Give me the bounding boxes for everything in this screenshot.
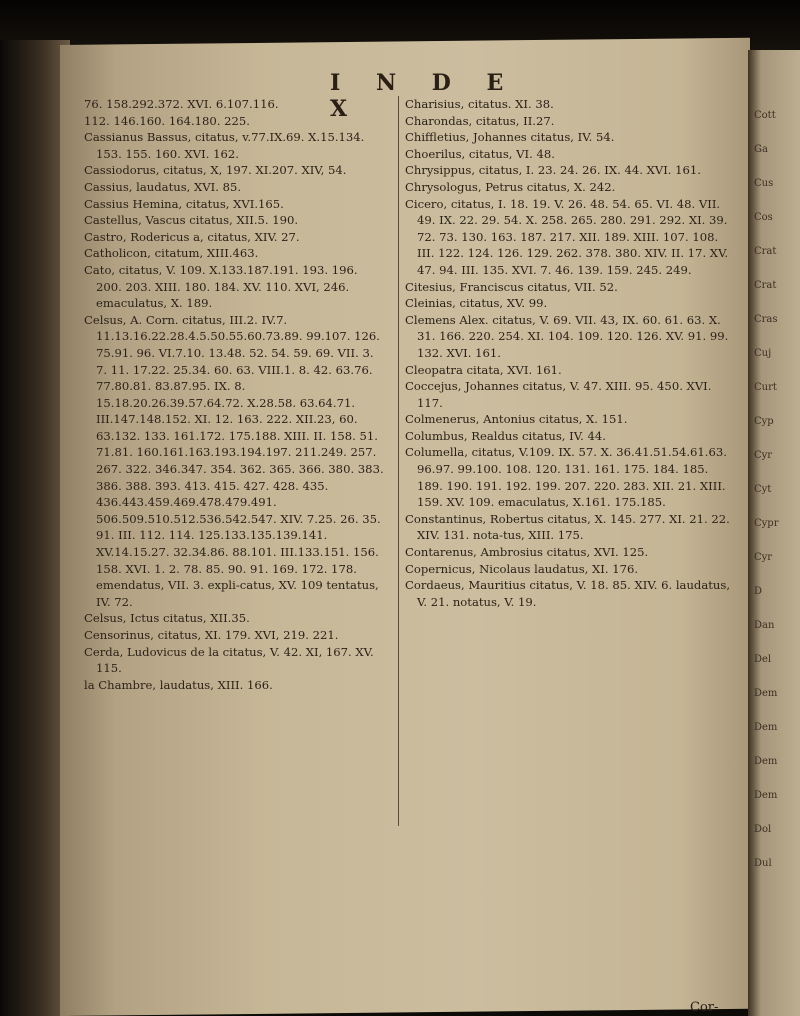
index-entry: Colmenerus, Antonius citatus, X. 151. [405,412,628,427]
index-entry: Catholicon, citatum, XIII.463. [84,246,259,261]
index-entry: Cato, citatus, V. 109. X.133.187.191. 193. 196. 200. 203. XIII. 180. 184. XV. 110. XVI, 246. emaculatus, X. 189. [84,262,358,311]
index-entry: Censorinus, citatus, XI. 179. XVI, 219. 221. [84,628,339,642]
index-column-left [84,96,384,693]
facing-page-fragment: Cyp [754,416,774,427]
facing-page-fragment: Dem [754,722,778,733]
facing-page-fragment: Crat [754,280,777,291]
facing-page-fragment: D [754,586,763,597]
index-entry: Clemens Alex. citatus, V. 69. VII. 43, IX. 60. 61. 63. X. 31. 166. 220. 254. XI. 104. 109. 120. 126. XV. 91. 99. 132. XVI. 161. [405,312,729,360]
facing-page-fragment: Cypr [754,518,779,529]
facing-page-fragment: Cyt [754,484,772,495]
facing-page-fragment: Dul [754,858,772,869]
index-entry: Cassius, laudatus, XVI. 85. [84,179,242,194]
index-entry: Columbus, Realdus citatus, IV. 44. [405,428,606,443]
facing-page-fragment: Cyr [754,552,773,563]
index-entry: 76. 158.292.372. XVI. 6.107.116. [84,97,279,111]
facing-page-fragment: Cyr [754,450,773,461]
index-entry: la Chambre, laudatus, XIII. 166. [84,677,273,692]
index-entry: Cassiodorus, citatus, X, 197. XI.207. XIV, 54. [84,163,347,178]
index-entry: Copernicus, Nicolaus laudatus, XI. 176. [405,561,639,576]
index-entry: Charisius, citatus. XI. 38. [405,97,554,111]
index-entry: Cerda, Ludovicus de la citatus, V. 42. XI, 167. XV. 115. [84,644,374,676]
facing-page-fragment: Cus [754,178,774,189]
facing-page-fragment: Cott [754,110,776,121]
index-entry: Cleopatra citata, XVI. 161. [405,362,562,377]
index-entry: Cassianus Bassus, citatus, v.77.IX.69. X.15.134. 153. 155. 160. XVI. 162. [84,130,365,161]
index-entry: Contarenus, Ambrosius citatus, XVI. 125. [405,545,649,560]
index-entry: Chrysologus, Petrus citatus, X. 242. [405,179,616,194]
index-entry: Chrysippus, citatus, I. 23. 24. 26. IX. 44. XVI. 161. [405,163,701,178]
index-entry: Cordaeus, Mauritius citatus, V. 18. 85. XIV. 6. laudatus, V. 21. notatus, V. 19. [405,578,731,609]
index-entry: Cicero, citatus, I. 18. 19. V. 26. 48. 54. 65. VI. 48. VII. 49. IX. 22. 29. 54. X. 258. 265. 280. 291. 292. XI. 39. 72. 73. 130. 163. 187. 217. XII. 189. XIII. 107. 108. III. 122. 124. 126. 129. 262. 378. 380. XIV. II. 17. XV. 47. 94. III. 135. XVI. 7. 46. 139. 159. 245. 249. [405,196,729,277]
facing-page-fragment: Dem [754,790,778,801]
index-entry: Cassius Hemina, citatus, XVI.165. [84,196,284,211]
facing-page-fragment: Dem [754,688,778,699]
index-entry: Cleinias, citatus, XV. 99. [405,296,548,311]
index-entry: Celsus, Ictus citatus, XII.35. [84,611,250,626]
facing-page-fragment: Ga [754,144,768,155]
facing-page-fragment: Cras [754,314,778,325]
facing-page-fragment: Dan [754,620,775,631]
index-entry: Constantinus, Robertus citatus, X. 145. 277. XI. 21. 22. XIV. 131. nota-tus, XIII. 175. [405,511,730,543]
index-column-right [405,96,735,610]
index-entry: Celsus, A. Corn. citatus, III.2. IV.7. 11.13.16.22.28.4.5.50.55.60.73.89. 99.107. 126. 75.91. 96. VI.7.10. 13.48. 52. 54. 59. 69. VII. 3. 7. 11. 17.22. 25.34. 60. 63. VIII.1. 8. 42. 63.76. 77.80.81. 83.87.95. IX. 8. 15.18.20.26.39.57.64.72. X.28.58. 63.64.71. III.147.148.152. XI. 12. 163. 222. XII.23, 60. 63.132. 133. 161.172. 175.188. XIII. II. 158. 51. 71.81. 160.161.163.193.194.197. 211.249. 257. 267. 322. 346.347. 354. 362. 365. 366. 380. 383. 386. 388. 393. 413. 415. 427. 428. 435. 436.443.459.469.478.479.491. 506.509.510.512.536.542.547. XIV. 7.25. 26. 35. 91. III. 112. 114. 125.133.135.139.141. XV.14.15.27. 32.34.86. 88.101. III.133.151. 156. 158. XVI. 1. 2. 78. 85. 90. 91. 169. 172. 178. emendatus, VII. 3. expli-catus, XV. 109 tentatus, IV. 72. [84,312,384,609]
index-entry: Castellus, Vascus citatus, XII.5. 190. [84,213,299,228]
index-entry: Citesius, Franciscus citatus, VII. 52. [405,279,618,294]
facing-page-fragment: Cos [754,212,773,223]
column-divider [398,96,399,826]
index-entry: Coccejus, Johannes citatus, V. 47. XIII. 95. 450. XVI. 117. [405,379,712,410]
facing-page-fragment: Dol [754,824,772,835]
index-entry: 112. 146.160. 164.180. 225. [84,113,250,128]
facing-page-fragment: Del [754,654,772,665]
index-entry: Chiffletius, Johannes citatus, IV. 54. [405,130,615,145]
index-entry: Castro, Rodericus a, citatus, XIV. 27. [84,229,300,244]
catchword: Cor- [690,1000,719,1015]
facing-page-fragment: Curt [754,382,777,393]
facing-page-fragment: Crat [754,246,777,257]
facing-page-fragment: Cuj [754,348,772,359]
index-entry: Choerilus, citatus, VI. 48. [405,146,555,161]
facing-page-fragment: Dem [754,756,778,767]
index-entry: Columella, citatus, V.109. IX. 57. X. 36.41.51.54.61.63. 96.97. 99.100. 108. 120. 131. 161. 175. 184. 185. 189. 190. 191. 192. 199. 207. 220. 283. XII. 21. XIII. 159. XV. 109. emaculatus, X.161. 175.185. [405,445,727,510]
index-entry: Charondas, citatus, II.27. [405,113,555,128]
facing-page-edge [748,50,800,1016]
page-header: I N D E X [330,70,518,122]
